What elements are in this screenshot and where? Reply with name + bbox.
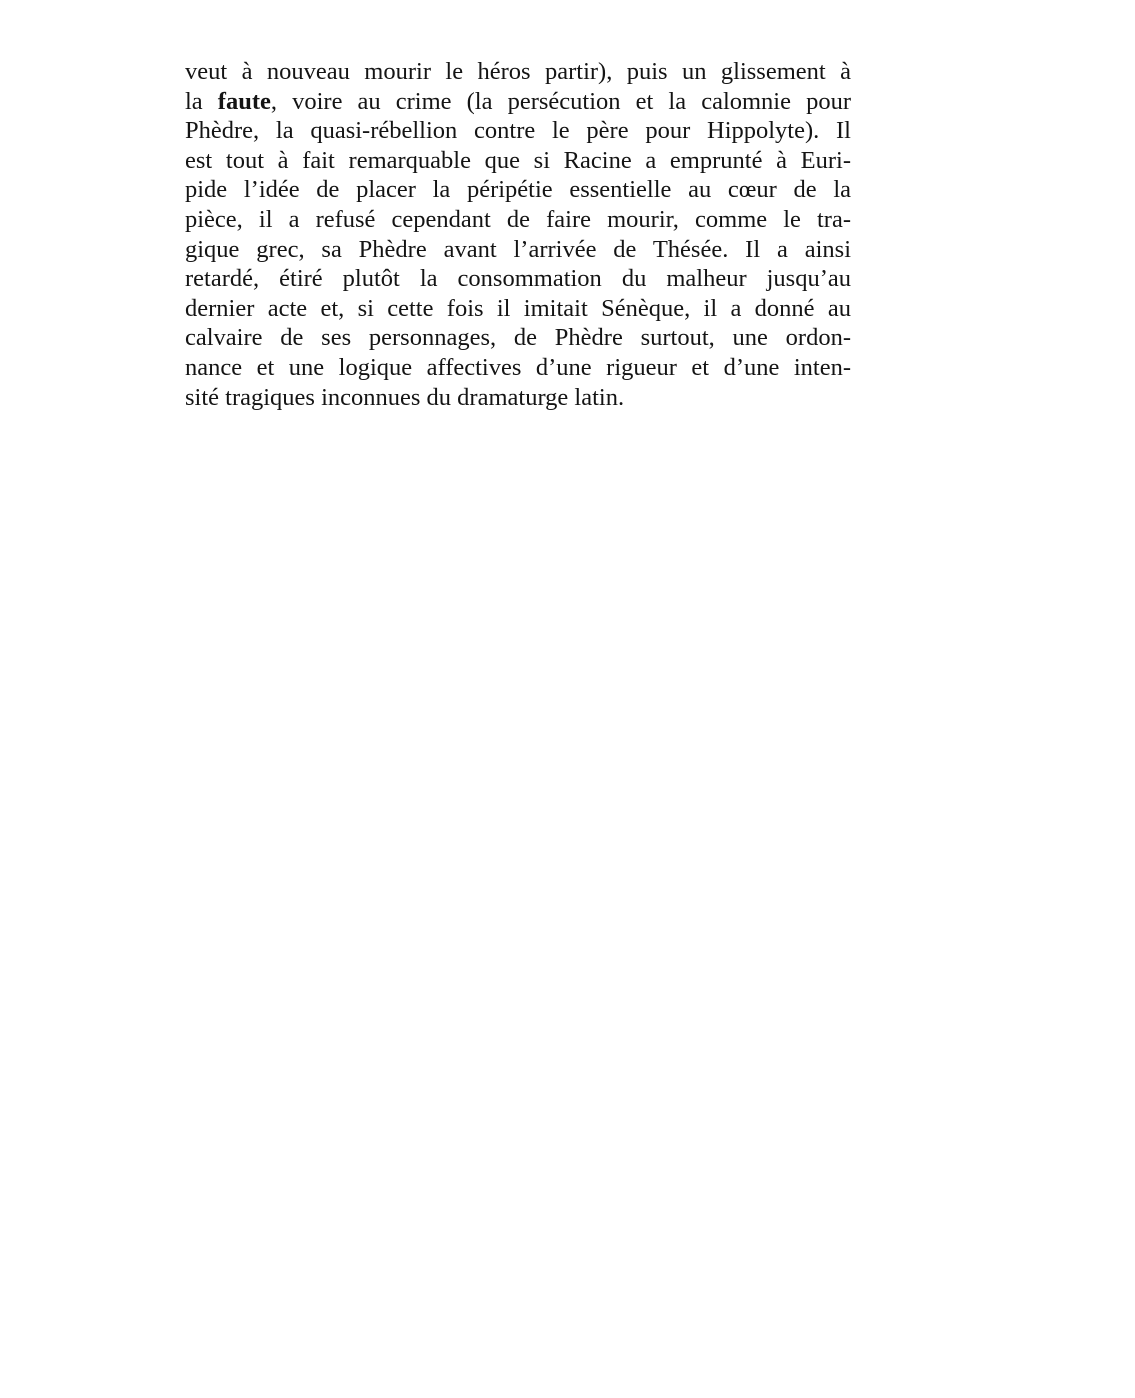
text-line: Phèdre, la quasi-rébellion contre le père pour Hippolyte). Il — [185, 117, 851, 145]
text-line: pide l’idée de placer la péripétie essentielle au cœur de la — [185, 176, 851, 204]
text-line: dernier acte et, si cette fois il imitait Sénèque, il a donné au — [185, 294, 851, 322]
text-line: sité tragiques inconnues du dramaturge latin. — [185, 383, 625, 411]
emphasized-word: faute — [217, 87, 271, 115]
text-line — [185, 87, 851, 117]
text-line: calvaire de ses personnages, de Phèdre surtout, une ordon- — [185, 324, 851, 352]
text-line: gique grec, sa Phèdre avant l’arrivée de Thésée. Il a ainsi — [185, 235, 851, 263]
text-line: est tout à fait remarquable que si Racine a emprunté à Euri- — [185, 146, 851, 174]
text-line: pièce, il a refusé cependant de faire mourir, comme le tra- — [185, 205, 851, 233]
text-line: nance et une logique affectives d’une rigueur et d’une inten- — [185, 353, 851, 381]
text-line: retardé, étiré plutôt la consommation du malheur jusqu’au — [185, 265, 851, 293]
text-line: veut à nouveau mourir le héros partir), puis un glissement à — [185, 58, 851, 85]
text-run: , voire au crime (la persécution et la calomnie pour — [270, 87, 851, 115]
text-run: la — [185, 87, 218, 115]
body-paragraph — [185, 57, 851, 412]
